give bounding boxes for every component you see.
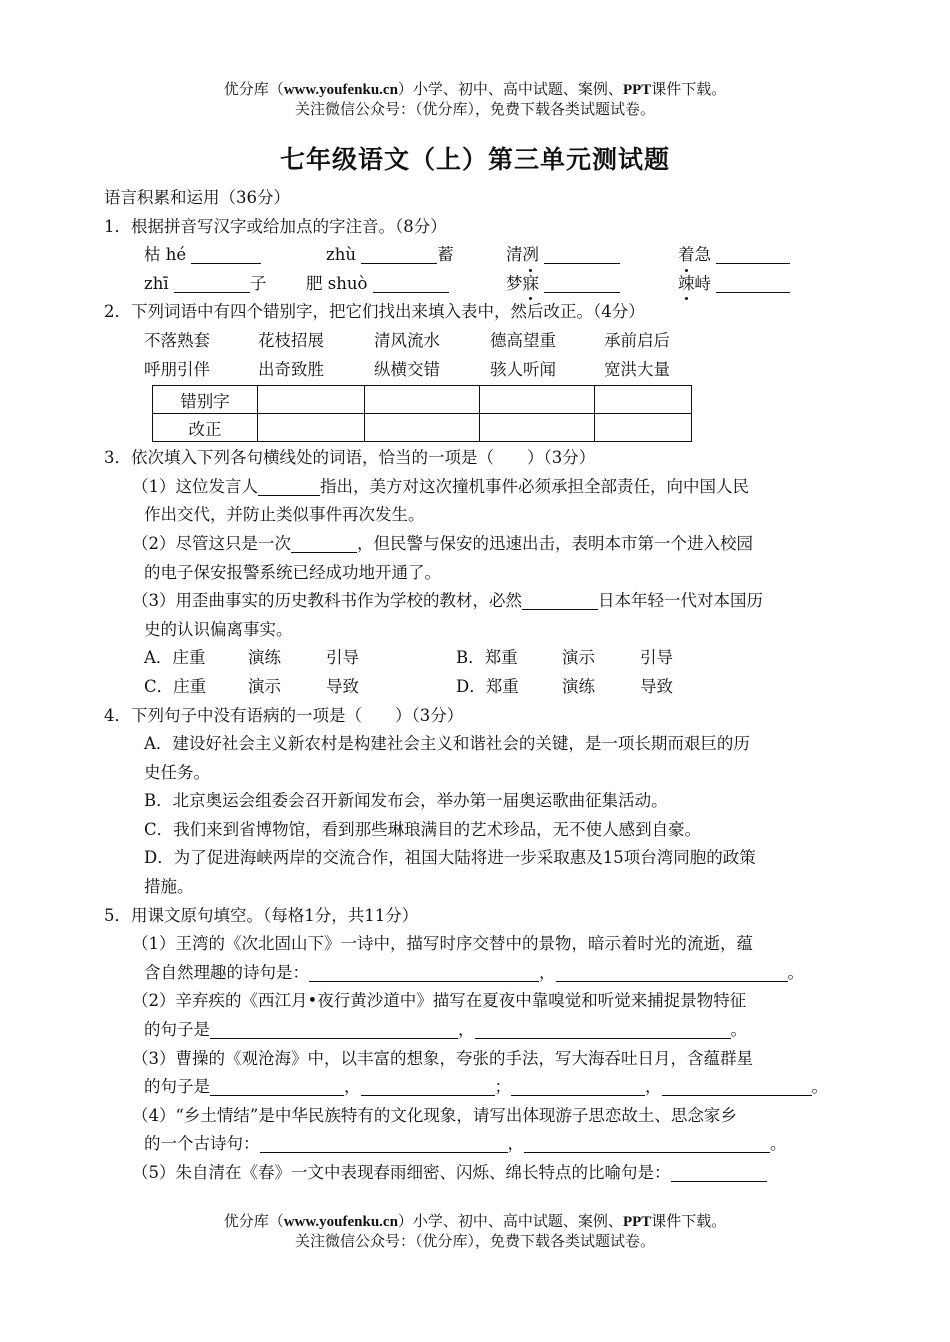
- q5-item-5: （5）朱自清在《春》一文中表现春雨细密、闪烁、绵长特点的比喻句是：: [104, 1159, 848, 1188]
- blank-field[interactable]: [475, 1020, 731, 1039]
- q5-item-3-cont: 的句子是 ， ； ， 。: [144, 1077, 828, 1097]
- option-a[interactable]: A．庄重: [144, 648, 206, 668]
- exam-content: [104, 184, 848, 1188]
- footer-banner: [0, 1212, 950, 1251]
- q2-word: 宽洪大量: [604, 359, 670, 379]
- blank-field[interactable]: [260, 1134, 508, 1153]
- answer-cell[interactable]: [480, 414, 595, 442]
- answer-cell[interactable]: [480, 386, 595, 414]
- q4-option-a[interactable]: A．建设好社会主义新农村是构建社会主义和谐社会的关键，是一项长期而艰巨的历: [144, 734, 750, 754]
- q2-answer-table: [152, 385, 692, 442]
- q1-item-5: zhī 子: [144, 273, 267, 293]
- q5-item-1: （1）王湾的《次北固山下》一诗中，描写时序交替中的景物，暗示着时光的流逝，蕴: [132, 934, 753, 954]
- q1-item-7: 梦寐: [506, 270, 678, 299]
- page-title: 七年级语文（上）第三单元测试题: [279, 145, 670, 174]
- blank-field[interactable]: [361, 1077, 495, 1096]
- q2-stem: 2．下列词语中有四个错别字，把它们找出来填入表中，然后改正。（4分）: [104, 302, 645, 322]
- section-heading: 语言积累和运用（36分）: [104, 188, 290, 207]
- answer-cell[interactable]: [365, 386, 480, 414]
- answer-cell[interactable]: [595, 386, 692, 414]
- answer-cell[interactable]: [258, 414, 365, 442]
- answer-cell[interactable]: [595, 414, 692, 442]
- q5-item-1-cont: 含自然理趣的诗句是： ， 。: [144, 962, 804, 982]
- blank-field[interactable]: [671, 1163, 767, 1182]
- q2-word: 清风流水: [374, 330, 440, 350]
- blank-field[interactable]: [309, 963, 539, 982]
- q4-option-d[interactable]: D．为了促进海峡两岸的交流合作，祖国大陆将进一步采取惠及15项台湾同胞的政策: [144, 848, 756, 868]
- q3-sentence-2-cont: 的电子保安报警系统已经成功地开通了。: [144, 562, 441, 582]
- q4-option-c[interactable]: C．我们来到省博物馆，看到那些琳琅满目的艺术珍品，无不使人感到自豪。: [144, 819, 702, 839]
- answer-cell[interactable]: [258, 386, 365, 414]
- site-url: www.youfenku.cn: [283, 82, 398, 98]
- table-row: [153, 414, 692, 442]
- q3-options-row-2: C．庄重 演示 导致 D．郑重 演练 导致: [104, 673, 848, 702]
- option-d[interactable]: D．郑重: [456, 676, 519, 696]
- blank-field[interactable]: [511, 1077, 645, 1096]
- footer-banner-line2: 关注微信公众号：（优分库），免费下载各类试题试卷。: [294, 1232, 655, 1250]
- q4-option-d-cont: 措施。: [144, 877, 194, 897]
- q2-words-row-1: [104, 327, 848, 356]
- table-label-wrong: 错别字: [153, 386, 258, 414]
- q1-item-3: 清冽: [506, 241, 678, 270]
- q5-item-2: （2）辛弃疾的《西江月•夜行黄沙道中》描写在夏夜中靠嗅觉和听觉来捕捉景物特征: [132, 991, 747, 1011]
- q3-options-row-1: A．庄重 演练 引导 B．郑重 演示 引导: [104, 644, 848, 673]
- q4-option-b[interactable]: B．北京奥运会组委会召开新闻发布会，举办第一届奥运歌曲征集活动。: [144, 791, 668, 811]
- footer-banner-line1: 优分库（www.youfenku.cn）小学、初中、高中试题、案例、PPT课件下载。: [223, 1212, 727, 1230]
- blank-field[interactable]: [556, 963, 788, 982]
- q2-word: 不落熟套: [144, 330, 210, 350]
- q2-word: 承前启后: [604, 330, 670, 350]
- q1-item-6: 肥 shuò: [306, 270, 506, 299]
- q2-word: 花枝招展: [258, 330, 324, 350]
- q5-item-4: （4）“乡土情结”是中华民族特有的文化现象，请写出体现游子思恋故土、思念家乡: [132, 1105, 737, 1125]
- site-url: www.youfenku.cn: [283, 1214, 398, 1230]
- q3-sentence-1-cont: 作出交代，并防止类似事件再次发生。: [144, 505, 425, 525]
- q5-item-4-cont: 的一个古诗句： ， 。: [144, 1134, 787, 1154]
- q2-word: 骇人听闻: [490, 359, 556, 379]
- option-c[interactable]: C．庄重: [144, 676, 207, 696]
- q3-sentence-3: （3）用歪曲事实的历史教科书作为学校的教材，必然 日本年轻一代对本国历: [132, 591, 763, 611]
- q5-item-3: （3）曹操的《观沧海》中，以丰富的想象，夸张的手法，写大海吞吐日月，含蕴群星: [132, 1048, 753, 1068]
- q3-sentence-1: （1）这位发言人 指出，美方对这次撞机事件必须承担全部责任，向中国人民: [132, 476, 749, 496]
- q5-stem: 5．用课文原句填空。（每格1分，共11分）: [104, 905, 419, 925]
- blank-field[interactable]: [524, 1134, 770, 1153]
- q1-item-2: zhù 蓄: [326, 245, 454, 265]
- q2-word: 出奇致胜: [258, 359, 324, 379]
- q1-stem: 1．根据拼音写汉字或给加点的字注音。（8分）: [104, 216, 447, 236]
- header-banner: [0, 80, 950, 119]
- q3-stem: 3．依次填入下列各句横线处的词语，恰当的一项是（ ）（3分）: [104, 448, 596, 468]
- q1-item-1: 枯 hé: [144, 241, 326, 270]
- option-b[interactable]: B．郑重: [456, 648, 518, 668]
- header-banner-line2: 关注微信公众号：（优分库），免费下载各类试题试卷。: [294, 100, 655, 118]
- header-banner-line1: 优分库（www.youfenku.cn）小学、初中、高中试题、案例、PPT课件下载。: [223, 80, 727, 98]
- q4-option-a-cont: 史任务。: [144, 762, 210, 782]
- blank-field[interactable]: [210, 1077, 344, 1096]
- q1-item-8: 竦峙: [678, 270, 828, 299]
- q2-words-row-2: [104, 356, 848, 385]
- q2-word: 呼朋引伴: [144, 359, 210, 379]
- q3-sentence-3-cont: 史的认识偏离事实。: [144, 619, 293, 639]
- q4-stem: 4．下列句子中没有语病的一项是（ ）（3分）: [104, 705, 464, 725]
- q3-sentence-2: （2）尽管这只是一次 ，但民警与保安的迅速出击，表明本市第一个进入校园: [132, 533, 753, 553]
- answer-cell[interactable]: [365, 414, 480, 442]
- q1-row-1: [104, 241, 848, 270]
- table-row: [153, 386, 692, 414]
- table-label-correct: 改正: [153, 414, 258, 442]
- q1-item-4: 着急: [678, 241, 828, 270]
- blank-field[interactable]: [210, 1020, 458, 1039]
- q2-word: 纵横交错: [374, 359, 440, 379]
- q1-row-2: [104, 270, 848, 299]
- q5-item-2-cont: 的句子是 ， 。: [144, 1020, 747, 1040]
- q2-word: 德高望重: [490, 330, 556, 350]
- blank-field[interactable]: [662, 1077, 812, 1096]
